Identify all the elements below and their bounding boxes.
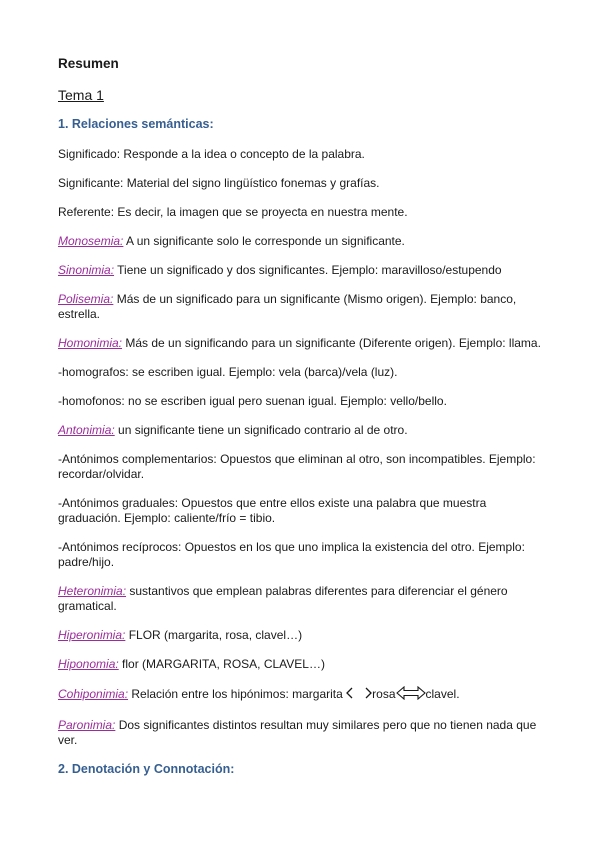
double-arrow-icon: [396, 686, 426, 704]
term-antonimia: Antonimia:: [58, 423, 115, 437]
para-homonimia: [58, 336, 546, 351]
para-monosemia: [58, 234, 546, 249]
para-text: A un significante solo le corresponde un significante.: [123, 234, 405, 248]
document-subtitle: Tema 1: [58, 87, 104, 103]
term-homonimia: Homonimia:: [58, 336, 123, 350]
para-hiponomia: [58, 657, 546, 672]
para-text: -homofonos: no se escriben igual pero suenan igual. Ejemplo: vello/bello.: [58, 394, 447, 408]
para-text: Más de un significado para un significante (Mismo origen). Ejemplo: banco, estrella.: [58, 292, 517, 321]
para-paronimia: [58, 718, 546, 748]
term-cohiponimia: Cohiponimia:: [58, 687, 129, 702]
para-text: FLOR (margarita, rosa, clavel…): [125, 628, 303, 642]
para-homografos: [58, 365, 546, 380]
para-text: -Antónimos graduales: Opuestos que entre ellos existe una palabra que muestra graduación. Ejemplo: caliente/frío = tibio.: [58, 496, 487, 525]
term-sinonimia: Sinonimia:: [58, 263, 115, 277]
double-arrow-gap-icon: [346, 686, 372, 704]
section-heading-relaciones: 1. Relaciones semánticas:: [58, 117, 214, 131]
para-text: -homografos: se escriben igual. Ejemplo: vela (barca)/vela (luz).: [58, 365, 398, 379]
para-text: flor (MARGARITA, ROSA, CLAVEL…): [118, 657, 325, 671]
term-monosemia: Monosemia:: [58, 234, 124, 248]
para-text: sustantivos que emplean palabras diferentes para diferenciar el género gramatical.: [58, 584, 508, 613]
document-body: [58, 56, 546, 792]
para-referente: [58, 205, 546, 220]
para-text: Relación entre los hipónimos: margarita: [128, 687, 343, 702]
para-significante: [58, 176, 546, 191]
para-cohiponimia: [58, 686, 546, 704]
term-heteronimia: Heteronimia:: [58, 584, 127, 598]
para-polisemia: [58, 292, 546, 322]
para-antonimos-complementarios: [58, 452, 546, 482]
section-heading-denotacion: 2. Denotación y Connotación:: [58, 762, 235, 776]
para-text: -Antónimos recíprocos: Opuestos en los que uno implica la existencia del otro. Ejemplo: padre/hijo.: [58, 540, 525, 569]
para-significado: [58, 147, 546, 162]
term-hiperonimia: Hiperonimia:: [58, 628, 126, 642]
term-polisemia: Polisemia:: [58, 292, 114, 306]
para-antonimos-reciprocos: [58, 540, 546, 570]
para-text: clavel.: [425, 687, 460, 702]
document-title: Resumen: [58, 56, 119, 71]
para-text: -Antónimos complementarios: Opuestos que eliminan al otro, son incompatibles. Ejemplo: recordar/olvidar.: [58, 452, 536, 481]
para-text: Dos significantes distintos resultan muy similares pero que no tienen nada que ver.: [58, 718, 537, 747]
para-text: un significante tiene un significado contrario al de otro.: [114, 423, 408, 437]
para-text: Referente: Es decir, la imagen que se proyecta en nuestra mente.: [58, 205, 408, 219]
para-heteronimia: [58, 584, 546, 614]
para-text: Tiene un significado y dos significantes. Ejemplo: maravilloso/estupendo: [114, 263, 502, 277]
para-text: Significante: Material del signo lingüístico fonemas y grafías.: [58, 176, 380, 190]
term-hiponomia: Hiponomia:: [58, 657, 119, 671]
para-homofonos: [58, 394, 546, 409]
term-paronimia: Paronimia:: [58, 718, 116, 732]
para-text: Más de un significando para un significante (Diferente origen). Ejemplo: llama.: [122, 336, 541, 350]
para-sinonimia: [58, 263, 546, 278]
para-text: rosa: [372, 687, 396, 702]
para-text: Significado: Responde a la idea o concepto de la palabra.: [58, 147, 365, 161]
para-hiperonimia: [58, 628, 546, 643]
para-antonimos-graduales: [58, 496, 546, 526]
para-antonimia: [58, 423, 546, 438]
